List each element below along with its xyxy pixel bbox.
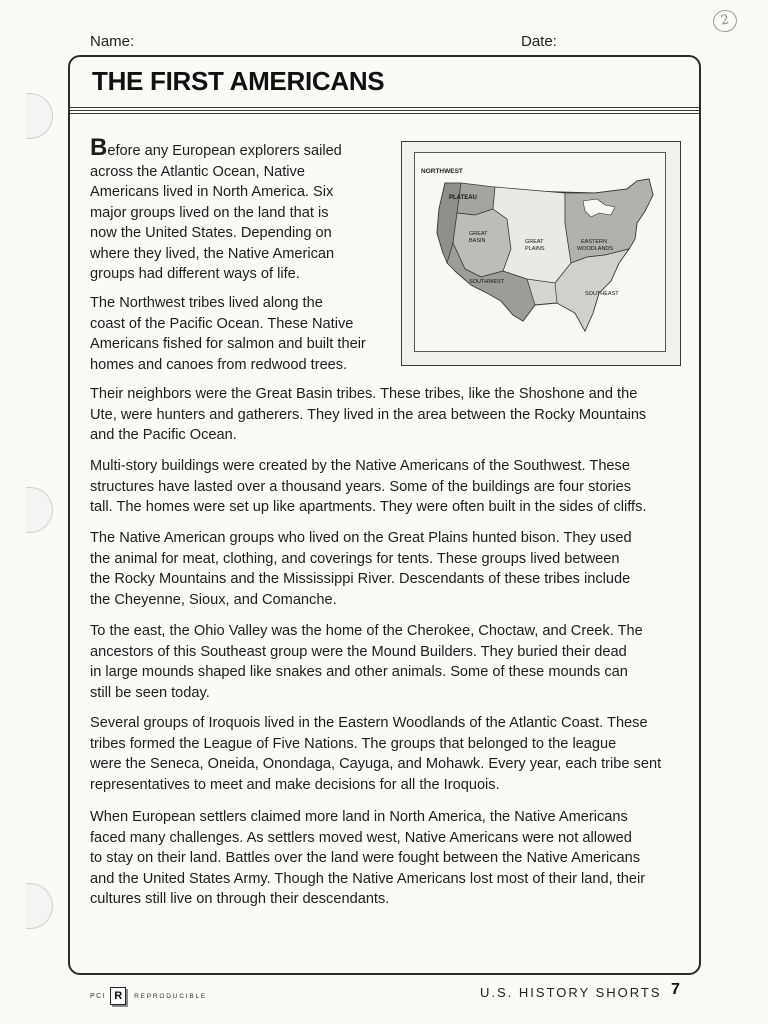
text-line: now the United States. Depending on: [90, 225, 332, 241]
name-label: Name:: [90, 33, 135, 50]
binder-hole-middle: [26, 487, 53, 533]
text-line: To the east, the Ohio Valley was the home of the Cherokee, Choctaw, and Creek. The: [90, 623, 643, 639]
text-line: Several groups of Iroquois lived in the Eastern Woodlands of the Atlantic Coast. These: [90, 715, 648, 731]
text-line: When European settlers claimed more land in North America, the Native Americans: [90, 809, 628, 825]
page-title: THE FIRST AMERICANS: [92, 66, 385, 96]
label-great-basin-2: BASIN: [469, 238, 486, 244]
text-line: to stay on their land. Battles over the land were fought between the Native Americans: [90, 850, 641, 866]
publisher-prefix: PCI: [90, 992, 107, 1000]
text-line: tribes formed the League of Five Nations. The groups that belonged to the league: [90, 735, 617, 752]
text-line: structures have lasted over a thousand years. Some of the buildings are four stories: [90, 478, 632, 495]
eastern-woodlands-paragraph: [90, 713, 690, 795]
southwest-paragraph: [90, 456, 690, 518]
date-label: Date:: [521, 33, 557, 50]
northwest-paragraph: [90, 293, 390, 375]
settlers-paragraph: [90, 807, 690, 910]
binder-hole-top: [26, 93, 53, 139]
text-line: homes and canoes from redwood trees.: [90, 356, 348, 373]
text-line: efore any European explorers sailed: [107, 143, 342, 159]
label-eastern-woodlands-1: EASTERN: [581, 239, 607, 245]
binder-hole-bottom: [26, 883, 53, 929]
reproducible-badge-icon: R: [110, 987, 126, 1005]
us-regions-map: [415, 153, 665, 351]
title-bar: [70, 57, 699, 107]
text-line: where they lived, the Native American: [90, 245, 335, 262]
text-line: Americans fished for salmon and built their: [90, 336, 366, 352]
page-number: 7: [671, 981, 680, 998]
series-title: U.S. HISTORY SHORTS: [480, 985, 662, 1000]
title-rule: [70, 107, 699, 108]
great-basin-paragraph: [90, 384, 690, 446]
text-line: and the United States Army. Though the Native Americans lost most of their land, their: [90, 870, 646, 887]
text-line: the animal for meat, clothing, and coverings for tents. These groups lived between: [90, 550, 620, 567]
text-line: cultures still live on through their descendants.: [90, 891, 390, 907]
text-line: Multi-story buildings were created by the Native Americans of the Southwest. These: [90, 458, 630, 474]
text-line: The Northwest tribes lived along the: [90, 295, 323, 311]
text-line: The Native American groups who lived on the Great Plains hunted bison. They used: [90, 530, 632, 546]
text-line: and the Pacific Ocean.: [90, 427, 237, 443]
southeast-paragraph: [90, 621, 690, 703]
text-line: faced many challenges. As settlers moved west, Native Americans were not allowed: [90, 829, 632, 846]
text-line: across the Atlantic Ocean, Native: [90, 163, 305, 180]
corner-page-mark: 2: [711, 8, 738, 34]
text-line: ancestors of this Southeast group were the Mound Builders. They buried their dead: [90, 643, 627, 660]
label-plateau: PLATEAU: [449, 195, 477, 201]
label-southeast: SOUTHEAST: [585, 291, 619, 297]
label-northwest: NORTHWEST: [421, 168, 463, 175]
drop-cap: B: [90, 134, 108, 161]
map-inner-frame: [414, 152, 666, 352]
text-line: still be seen today.: [90, 684, 210, 701]
label-great-plains-1: GREAT: [525, 239, 544, 245]
text-line: representatives to meet and make decisions for all the Iroquois.: [90, 776, 500, 793]
regions-map: [401, 141, 681, 366]
label-great-plains-2: PLAINS: [525, 246, 545, 252]
text-line: Americans lived in North America. Six: [90, 184, 334, 200]
text-line: groups had different ways of life.: [90, 266, 300, 282]
text-line: Their neighbors were the Great Basin tribes. These tribes, like the Shoshone and the: [90, 386, 638, 402]
text-line: major groups lived on the land that is: [90, 204, 329, 221]
text-line: in large mounds shaped like snakes and other animals. Some of these mounds can: [90, 664, 628, 680]
publisher-logo: [90, 985, 207, 1007]
title-rule: [70, 110, 699, 111]
label-southwest: SOUTHWEST: [469, 279, 505, 285]
text-line: tall. The homes were set up like apartments. They were often built in the sides of cliffs.: [90, 499, 647, 515]
text-line: the Cheyenne, Sioux, and Comanche.: [90, 591, 337, 608]
great-plains-paragraph: [90, 528, 690, 610]
text-line: were the Seneca, Oneida, Onondaga, Cayuga, and Mohawk. Every year, each tribe sent: [90, 756, 662, 772]
publisher-suffix: REPRODUCIBLE: [134, 992, 208, 1000]
text-line: Ute, were hunters and gatherers. They lived in the area between the Rocky Mountains: [90, 406, 647, 423]
intro-paragraph: [90, 134, 390, 285]
text-line: coast of the Pacific Ocean. These Native: [90, 315, 354, 332]
text-line: the Rocky Mountains and the Mississippi River. Descendants of these tribes include: [90, 571, 631, 587]
label-great-basin-1: GREAT: [469, 231, 488, 237]
title-rule: [70, 113, 699, 114]
label-eastern-woodlands-2: WOODLANDS: [577, 246, 614, 252]
